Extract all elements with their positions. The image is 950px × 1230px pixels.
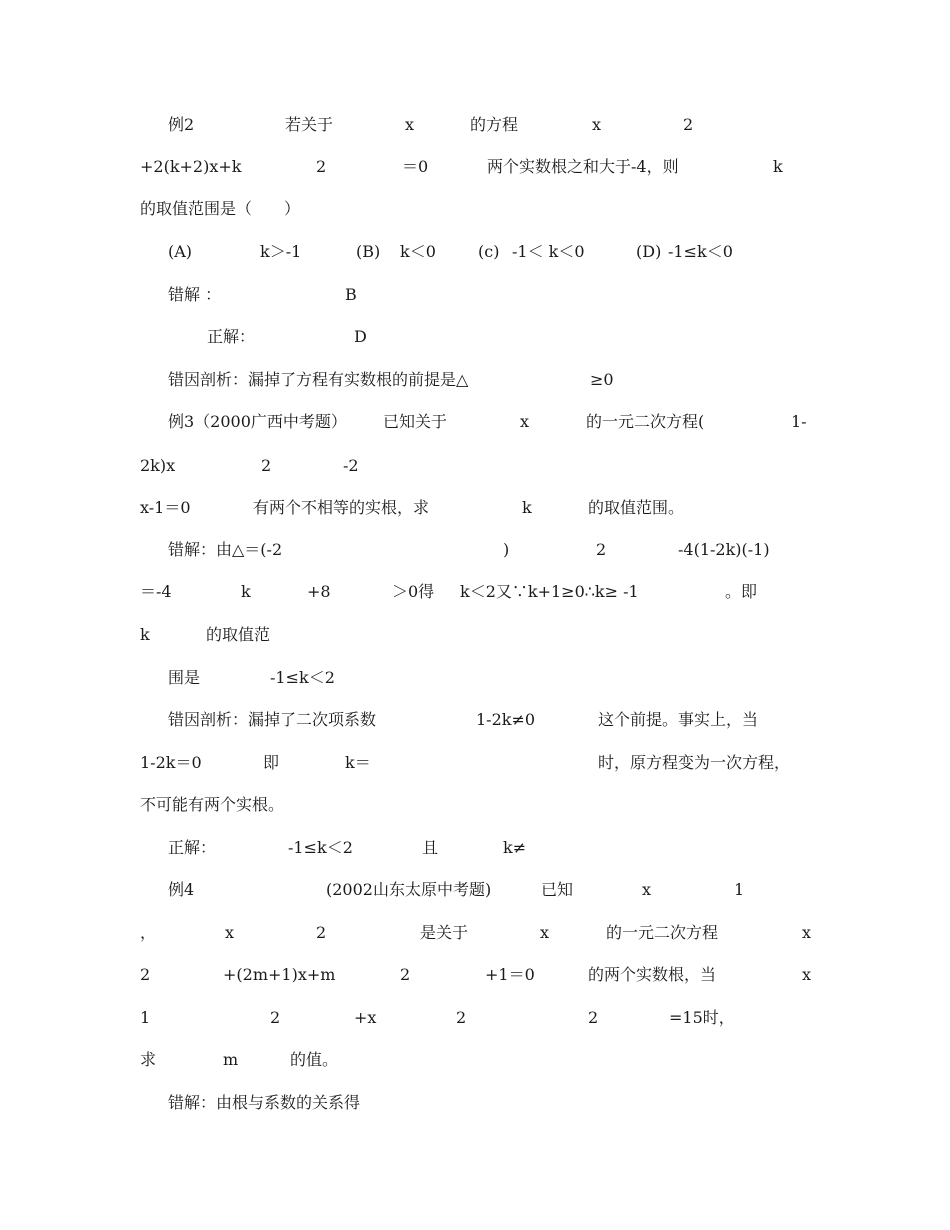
text-fragment: k	[773, 157, 783, 176]
text-fragment: k≠	[503, 838, 527, 857]
option-label: (D)	[636, 242, 662, 261]
option-label: (c)	[478, 242, 500, 261]
text-fragment: x	[592, 115, 602, 134]
text-fragment: B	[345, 285, 357, 304]
text-fragment: k＜2又∵k+1≥0∴k≥ -1	[460, 582, 639, 601]
text-fragment: +x	[354, 1008, 377, 1027]
text-fragment: 已知	[541, 880, 574, 899]
text-fragment: 例2	[168, 115, 195, 134]
text-fragment: 2	[261, 456, 272, 475]
text-fragment: x	[520, 412, 530, 431]
text-fragment: 错因剖析：漏掉了方程有实数根的前提是△	[168, 370, 469, 389]
text-fragment: 错解：由根与系数的关系得	[168, 1093, 361, 1112]
text-fragment: -1≤k＜2	[270, 668, 335, 687]
text-fragment: 的一元二次方程(	[586, 412, 705, 431]
text-fragment: 2	[400, 965, 411, 984]
option-label: (B)	[356, 242, 381, 261]
text-fragment: x	[225, 923, 235, 942]
text-fragment: 正解：	[207, 327, 256, 346]
text-fragment: x-1＝0	[140, 498, 191, 517]
text-fragment: 例4	[168, 880, 195, 899]
text-fragment: 有两个不相等的实根，求	[253, 498, 430, 517]
text-fragment: D	[354, 327, 367, 346]
option-text: -1≤k＜0	[668, 242, 733, 261]
text-fragment: ≥0	[590, 370, 614, 389]
text-fragment: k	[522, 498, 532, 517]
text-fragment: 的方程	[470, 115, 519, 134]
text-fragment: m	[223, 1050, 239, 1069]
text-fragment: +1＝0	[485, 965, 535, 984]
text-fragment: k	[140, 625, 150, 644]
text-fragment: 已知关于	[383, 412, 448, 431]
text-fragment: 1-2k≠0	[476, 710, 536, 729]
text-fragment: 错解：由△＝(-2	[168, 540, 283, 559]
text-fragment: x	[802, 923, 812, 942]
text-fragment: +2(k+2)x+k	[140, 157, 242, 176]
text-fragment: 错因剖析：漏掉了二次项系数	[168, 710, 377, 729]
text-fragment: 若关于	[285, 115, 334, 134]
text-fragment: ＞0得	[392, 582, 435, 601]
text-fragment: )	[503, 540, 510, 559]
text-fragment: 2	[588, 1008, 599, 1027]
text-fragment: 的一元二次方程	[606, 923, 719, 942]
text-fragment: 2	[316, 923, 327, 942]
text-fragment: 的取值范	[206, 625, 271, 644]
text-fragment: 2	[316, 157, 327, 176]
text-fragment: 1-	[791, 412, 807, 431]
text-fragment: -2	[343, 456, 359, 475]
text-fragment: 2	[596, 540, 607, 559]
text-fragment: k＝	[345, 753, 371, 772]
option-text: k＞-1	[260, 242, 302, 261]
text-fragment: ，	[140, 923, 157, 942]
text-fragment: 1	[140, 1008, 151, 1027]
text-fragment: 求	[140, 1050, 157, 1069]
text-fragment: 2	[456, 1008, 467, 1027]
text-fragment: 是关于	[420, 923, 469, 942]
text-fragment: 2k)x	[140, 456, 176, 475]
text-fragment: x	[802, 965, 812, 984]
text-fragment: ＝-4	[140, 582, 172, 601]
text-fragment: x	[540, 923, 550, 942]
text-fragment: 1	[734, 880, 745, 899]
text-fragment: -1≤k＜2	[288, 838, 353, 857]
text-fragment: 。即	[725, 582, 758, 601]
text-fragment: 且	[422, 838, 439, 857]
text-fragment: 围是	[168, 668, 201, 687]
option-label: (A)	[168, 242, 193, 261]
text-fragment: 这个前提。事实上，当	[598, 710, 759, 729]
text-fragment: 的两个实数根，当	[588, 965, 717, 984]
text-fragment: 的值。	[290, 1050, 339, 1069]
text-fragment: 2	[683, 115, 694, 134]
text-fragment: k	[241, 582, 251, 601]
text-fragment: 错解 ：	[168, 285, 222, 304]
text-fragment: 2	[140, 965, 151, 984]
text-fragment: ＝0	[402, 157, 429, 176]
text-fragment: +(2m+1)x+m	[223, 965, 336, 984]
text-fragment: 的取值范围。	[588, 498, 685, 517]
text-fragment: 的取值范围是（ ）	[140, 199, 301, 218]
text-fragment: 不可能有两个实根。	[140, 795, 285, 814]
text-fragment: 时，原方程变为一次方程，	[598, 753, 791, 772]
text-fragment: 1-2k＝0	[140, 753, 202, 772]
text-fragment: =15时，	[669, 1008, 735, 1027]
text-fragment: +8	[307, 582, 331, 601]
text-fragment: 2	[270, 1008, 281, 1027]
option-text: k＜0	[400, 242, 436, 261]
text-fragment: 两个实数根之和大于-4，则	[487, 157, 679, 176]
text-fragment: (2002山东太原中考题)	[326, 880, 492, 899]
option-text: -1＜ k＜0	[512, 242, 585, 261]
text-fragment: 例3（2000广西中考题）	[168, 412, 347, 431]
text-fragment: x	[405, 115, 415, 134]
text-fragment: 正解：	[168, 838, 217, 857]
text-fragment: 即	[263, 753, 280, 772]
text-fragment: -4(1-2k)(-1)	[678, 540, 770, 559]
text-fragment: x	[642, 880, 652, 899]
